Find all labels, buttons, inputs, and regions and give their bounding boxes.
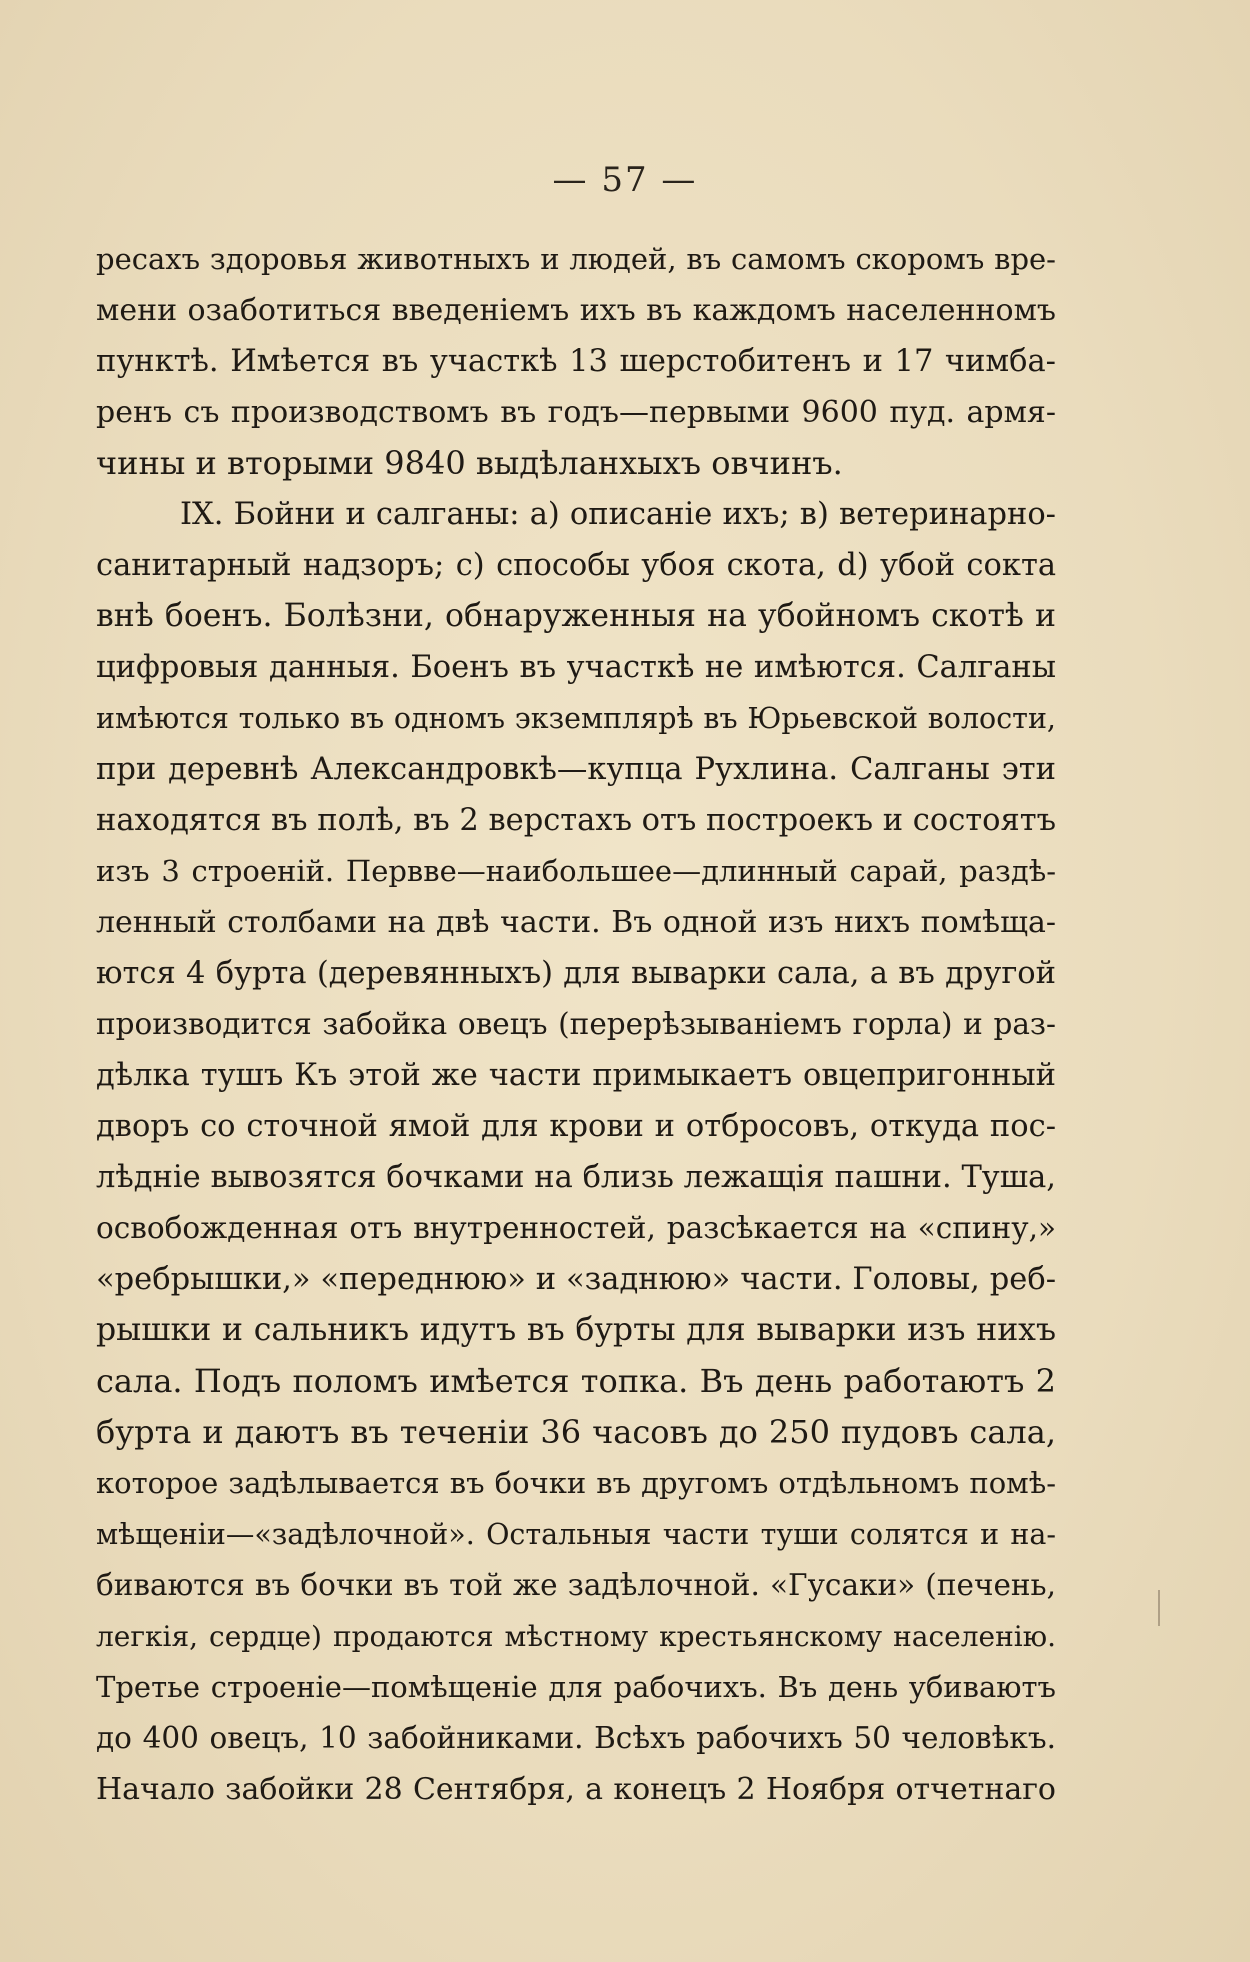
text-line: «ребрышки,» «переднюю» и «заднюю» части. Головы, реб-	[96, 1262, 1056, 1297]
text-line: ленный столбами на двѣ части. Въ одной изъ нихъ помѣща-	[96, 905, 1056, 940]
text-line: ренъ съ производствомъ въ годъ—первыми 9600 пуд. армя-	[96, 395, 1056, 430]
text-line: при деревнѣ Александровкѣ—купца Рухлина. Салганы эти	[96, 752, 1056, 787]
text-line: которое задѣлывается въ бочки въ другомъ отдѣльномъ помѣ-	[96, 1466, 1056, 1500]
text-line: дворъ со сточной ямой для крови и отбросовъ, откуда пос-	[96, 1109, 1056, 1144]
text-line: легкія, сердце) продаются мѣстному крестьянскому населенію.	[96, 1620, 1056, 1653]
text-line: мени озаботиться введеніемъ ихъ въ каждомъ населенномъ	[96, 293, 1056, 328]
text-line: цифровыя данныя. Боенъ въ участкѣ не имѣются. Салганы	[96, 650, 1056, 685]
text-line: находятся въ полѣ, въ 2 верстахъ отъ построекъ и состоятъ	[96, 803, 1056, 838]
text-line: бурта и даютъ въ теченіи 36 часовъ до 250 пудовъ сала,	[96, 1413, 1056, 1451]
paragraph-heading-line: IX. Бойни и салганы: а) описаніе ихъ; в) ветеринарно-	[180, 497, 1056, 532]
page-number: — 57 —	[552, 160, 698, 200]
text-line: до 400 овецъ, 10 забойниками. Всѣхъ рабочихъ 50 человѣкъ.	[96, 1721, 1056, 1755]
text-line: санитарный надзоръ; с) способы убоя скота, d) убой сокта	[96, 548, 1056, 583]
text-line: Начало забойки 28 Сентября, а конецъ 2 Ноября отчетнаго	[96, 1772, 1056, 1807]
text-line: сала. Подъ поломъ имѣется топка. Въ день работаютъ 2	[96, 1362, 1056, 1400]
text-line: мѣщеніи—«задѣлочной». Остальныя части туши солятся и на-	[96, 1518, 1056, 1551]
text-line: производится забойка овецъ (перерѣзываніемъ горла) и раз-	[96, 1007, 1056, 1041]
text-line: чины и вторыми 9840 выдѣланхыхъ овчинъ.	[96, 444, 843, 482]
text-line: рышки и сальникъ идутъ въ бурты для выварки изъ нихъ	[96, 1312, 1056, 1348]
text-line: внѣ боенъ. Болѣзни, обнаруженныя на убойномъ скотѣ и	[96, 598, 1056, 634]
text-line: ются 4 бурта (деревянныхъ) для выварки сала, а въ другой	[96, 956, 1056, 991]
text-line: биваются въ бочки въ той же задѣлочной. «Гусаки» (печень,	[96, 1568, 1056, 1602]
text-body	[96, 234, 1056, 1815]
text-line: дѣлка тушъ Къ этой же части примыкаетъ овцепригонный	[96, 1058, 1056, 1093]
text-line: освобожденная отъ внутренностей, разсѣкается на «спину,»	[96, 1211, 1056, 1245]
text-line: ресахъ здоровья животныхъ и людей, въ самомъ скоромъ вре-	[96, 242, 1056, 276]
margin-mark	[1158, 1590, 1160, 1626]
text-line: лѣдніе вывозятся бочками на близь лежащія пашни. Туша,	[96, 1160, 1056, 1195]
text-line: имѣются только въ одномъ экземплярѣ въ Юрьевской волости,	[96, 702, 1056, 735]
text-line: пунктѣ. Имѣется въ участкѣ 13 шерстобитенъ и 17 чимба-	[96, 344, 1056, 379]
text-line: Третье строеніе—помѣщеніе для рабочихъ. Въ день убиваютъ	[96, 1670, 1056, 1704]
text-line: изъ 3 строеній. Первве—наибольшее—длинный сарай, раздѣ-	[96, 854, 1056, 888]
